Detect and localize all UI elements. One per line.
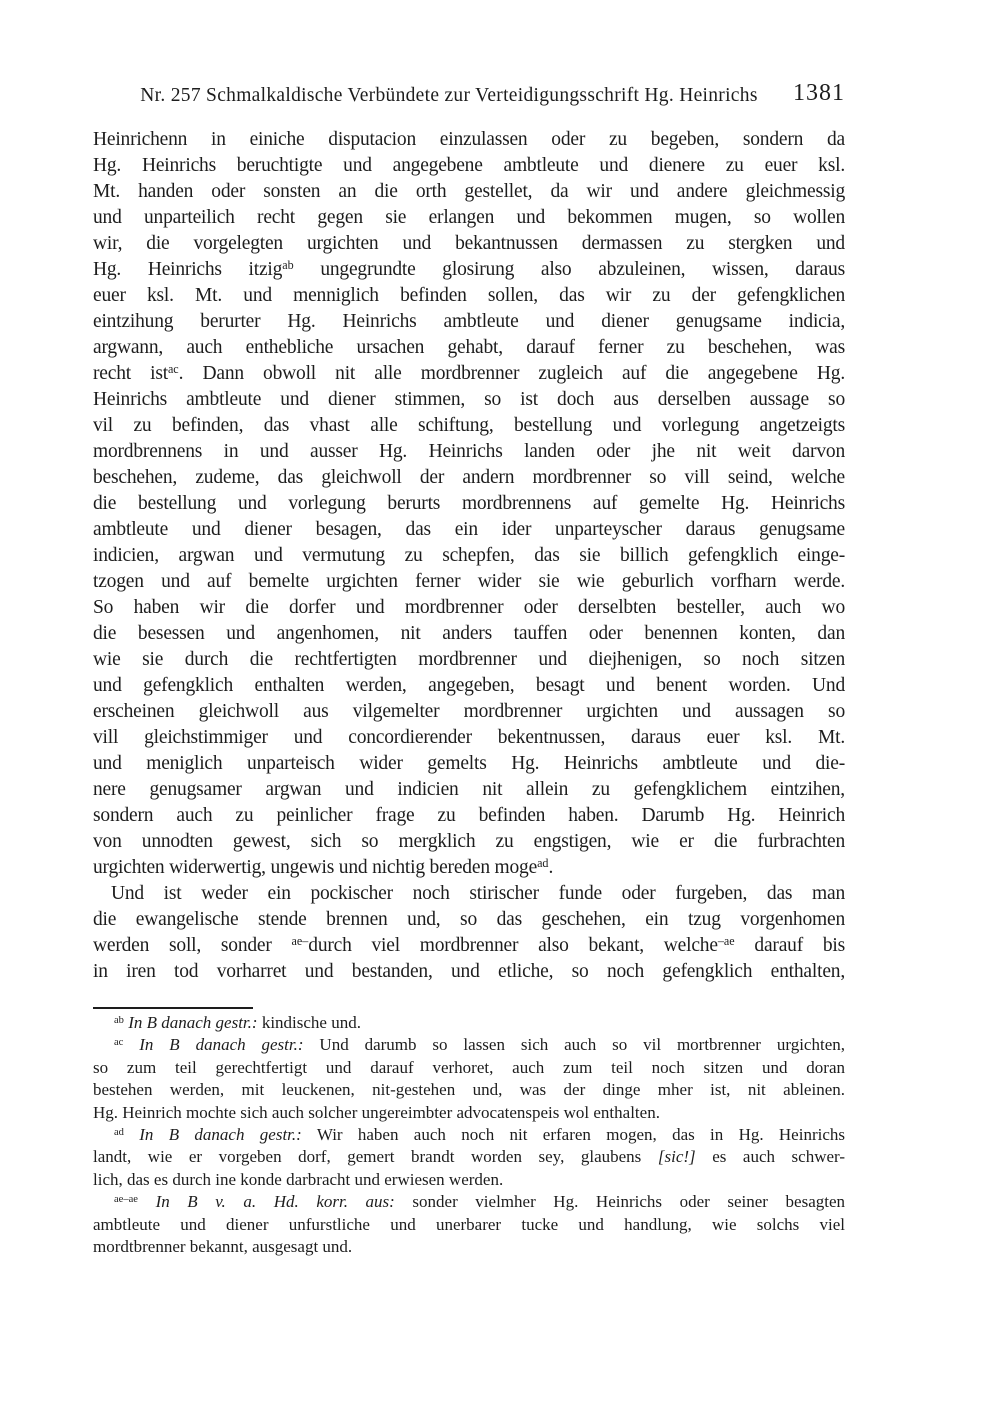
body-text-line: beschehen, zudeme, das gleichwoll der andern mordbrenner so vill seind, welche bbox=[93, 467, 845, 488]
body-text-line: die besessen und angenhomen, nit anders tauffen oder benennen konten, dan bbox=[93, 623, 845, 644]
body-text-line: die bestellung und vorlegung berurts mordbrennens auf gemelte Hg. Heinrichs bbox=[93, 493, 845, 514]
running-head: Nr. 257 Schmalkaldische Verbündete zur Verteidigungsschrift Hg. Heinrichs bbox=[140, 85, 758, 106]
body-text-line: erscheinen gleichwoll aus vilgemelter mordbrenner urgichten und aussagen so bbox=[93, 701, 845, 722]
body-text-line: Und ist weder ein pockischer noch stirischer funde oder furgeben, das man bbox=[111, 883, 845, 904]
footnote-line: bestehen werden, mit leuckenen, nit-gestehen und, was der dinge mher ist, nit ableinen. bbox=[93, 1080, 845, 1100]
body-text-line: vill gleichstimmiger und concordierender bekentnussen, daraus euer ksl. Mt. bbox=[93, 727, 845, 748]
paragraph bbox=[93, 881, 845, 985]
body-text-line: eintzihung berurter Hg. Heinrichs ambtleute und diener genugsame indicia, bbox=[93, 311, 845, 332]
body-text-line: mordbrennens in und ausser Hg. Heinrichs landen oder jhe nit weit darvon bbox=[93, 441, 845, 462]
body-text-line: von unnodten gewest, sich so mergklich zu engstigen, wie er die furbrachten bbox=[93, 831, 845, 852]
italic-editorial-text: In B danach gestr.: bbox=[139, 1124, 302, 1144]
footnote-line: $^{ad}$ In B danach gestr.: Wir haben auch noch nit erfaren mogen, das in Hg. Heinrichs bbox=[114, 1124, 845, 1144]
body-text-line: in iren tod vorharret und bestanden, und etliche, so noch gefengklich enthalten, bbox=[93, 961, 845, 982]
apparatus-superscript: ae–ae bbox=[114, 1193, 138, 1205]
apparatus-superscript: ab bbox=[114, 1014, 124, 1026]
footnote-line: Hg. Heinrich mochte sich auch solcher ungereimbter advocatenspeis wol enthalten. bbox=[93, 1102, 660, 1122]
body-text-line: und gefengklich enthalten werden, angegeben, besagt und benent worden. Und bbox=[93, 675, 845, 696]
italic-editorial-text: [sic!] bbox=[657, 1147, 696, 1167]
body-text-line: euer ksl. Mt. und menniglich befinden sollen, das wir zu der gefengklichen bbox=[93, 285, 845, 306]
body-text-line: wie sie durch die rechtfertigten mordbrenner und diejhenigen, so noch sitzen bbox=[93, 649, 845, 670]
body-text-line: argwann, auch enthebliche ursachen gehabt, darauf ferner zu beschehen, was bbox=[93, 337, 845, 358]
body-text-line: indicien, argwan und vermutung zu schepfen, das sie billich gefengklich einge- bbox=[93, 545, 845, 566]
footnote-separator-rule bbox=[93, 1007, 253, 1009]
paragraph bbox=[93, 127, 845, 881]
body-text-line: werden soll, sonder $^{ae-}$durch viel mordbrenner also bekant, welche$^{-ae}$ darauf bis bbox=[93, 933, 845, 956]
footnote-line: ambtleute und diener unfurstliche und unerbarer tucke und handlung, wie solchs viel bbox=[93, 1214, 845, 1234]
body-text bbox=[93, 127, 845, 985]
apparatus-superscript: ad bbox=[537, 855, 549, 870]
body-text-line: nere genugsamer argwan und indicien nit allein zu gefengklichem eintzihen, bbox=[93, 779, 845, 800]
footnote-line: landt, wie er vorgeben dorf, gemert brandt worden sey, glaubens [sic!] es auch schwer- bbox=[93, 1147, 846, 1167]
body-text-line: Hg. Heinrichs itzig$^{ab}$ ungegrundte glosirung also abzuleinen, wissen, daraus bbox=[93, 257, 845, 280]
footnote-line: mordtbrenner bekannt, ausgesagt und. bbox=[93, 1236, 353, 1256]
body-text-line: So haben wir die dorfer und mordbrenner oder derselbten besteller, auch wo bbox=[93, 597, 845, 618]
body-text-line: urgichten widerwertig, ungewis und nichtig bereden moge$^{ad}$. bbox=[93, 855, 554, 878]
footnote-ae–ae bbox=[93, 1191, 845, 1258]
apparatus-superscript: ac bbox=[114, 1037, 124, 1049]
footnote-ad bbox=[93, 1124, 845, 1191]
body-text-line: Hg. Heinrichs beruchtigte und angegebene ambtleute und dienere zu euer ksl. bbox=[93, 155, 845, 176]
body-text-line: die ewangelische stende brennen und, so das geschehen, ein tzug vorgenhomen bbox=[93, 909, 845, 930]
apparatus-superscript: ac bbox=[167, 361, 179, 376]
footnote-line: $^{ab}$ In B danach gestr.: kindische und. bbox=[114, 1013, 361, 1032]
body-text-line: sondern auch zu peinlicher frage zu befinden haben. Darumb Hg. Heinrich bbox=[93, 805, 845, 826]
body-text-line: Heinrichs ambtleute und diener stimmen, so ist doch aus derselben aussage so bbox=[93, 389, 845, 410]
italic-editorial-text: In B danach gestr.: bbox=[128, 1013, 258, 1032]
body-text-line: ambtleute und diener besagen, das ein ider unparteyscher daraus genugsame bbox=[93, 519, 845, 540]
body-text-line: und meniglich unparteisch wider gemelts Hg. Heinrichs ambtleute und die- bbox=[93, 753, 845, 774]
body-text-line: vil zu befinden, das vhast alle schiftung, bestellung und vorlegung angetzeigts bbox=[93, 415, 845, 436]
body-text-line: recht ist$^{ac}$. Dann obwoll nit alle mordbrenner zugleich auf die angegebene Hg. bbox=[93, 361, 845, 384]
footnote-line: $^{ac}$ In B danach gestr.: Und darumb so lassen sich auch so vil mortbrenner urgichten, bbox=[114, 1035, 845, 1055]
italic-editorial-text: In B danach gestr.: bbox=[139, 1035, 304, 1055]
page-header bbox=[93, 80, 845, 110]
body-text-line: Mt. handen oder sonsten an die orth gestellet, da wir und andere gleichmessig bbox=[93, 181, 845, 202]
apparatus-superscript: –ae bbox=[717, 933, 735, 948]
footnotes bbox=[93, 1012, 845, 1258]
apparatus-superscript: ab bbox=[282, 257, 294, 272]
text-column bbox=[93, 80, 846, 1258]
body-text-line: tzogen und auf bemelte urgichten ferner wider sie wie geburlich vorfharn werde. bbox=[93, 571, 845, 592]
italic-editorial-text: In B v. a. Hd. korr. aus: bbox=[155, 1192, 395, 1212]
body-text-line: und unparteilich recht gegen sie erlangen und bekommen mugen, so wollen bbox=[93, 207, 845, 228]
footnote-line: $^{ae-ae}$ In B v. a. Hd. korr. aus: sonder vielmher Hg. Heinrichs oder seiner besagten bbox=[114, 1192, 846, 1212]
footnote-ab bbox=[93, 1012, 845, 1034]
apparatus-superscript: ae– bbox=[291, 933, 309, 948]
apparatus-superscript: ad bbox=[114, 1126, 124, 1138]
body-text-line: Heinrichenn in einiche disputacion einzulassen oder zu begeben, sondern da bbox=[93, 129, 845, 150]
footnote-ac bbox=[93, 1034, 845, 1124]
body-text-line: wir, die vorgelegten urgichten und bekantnussen dermassen zu stergken und bbox=[93, 233, 845, 254]
footnote-line: so zum teil gerechtfertigt und darauf verhoret, auch zum teil noch sitzen und doran bbox=[93, 1057, 845, 1077]
footnote-line: lich, das es durch ine konde darbracht und erwiesen werden. bbox=[93, 1169, 504, 1189]
page-number: 1381 bbox=[793, 80, 845, 106]
